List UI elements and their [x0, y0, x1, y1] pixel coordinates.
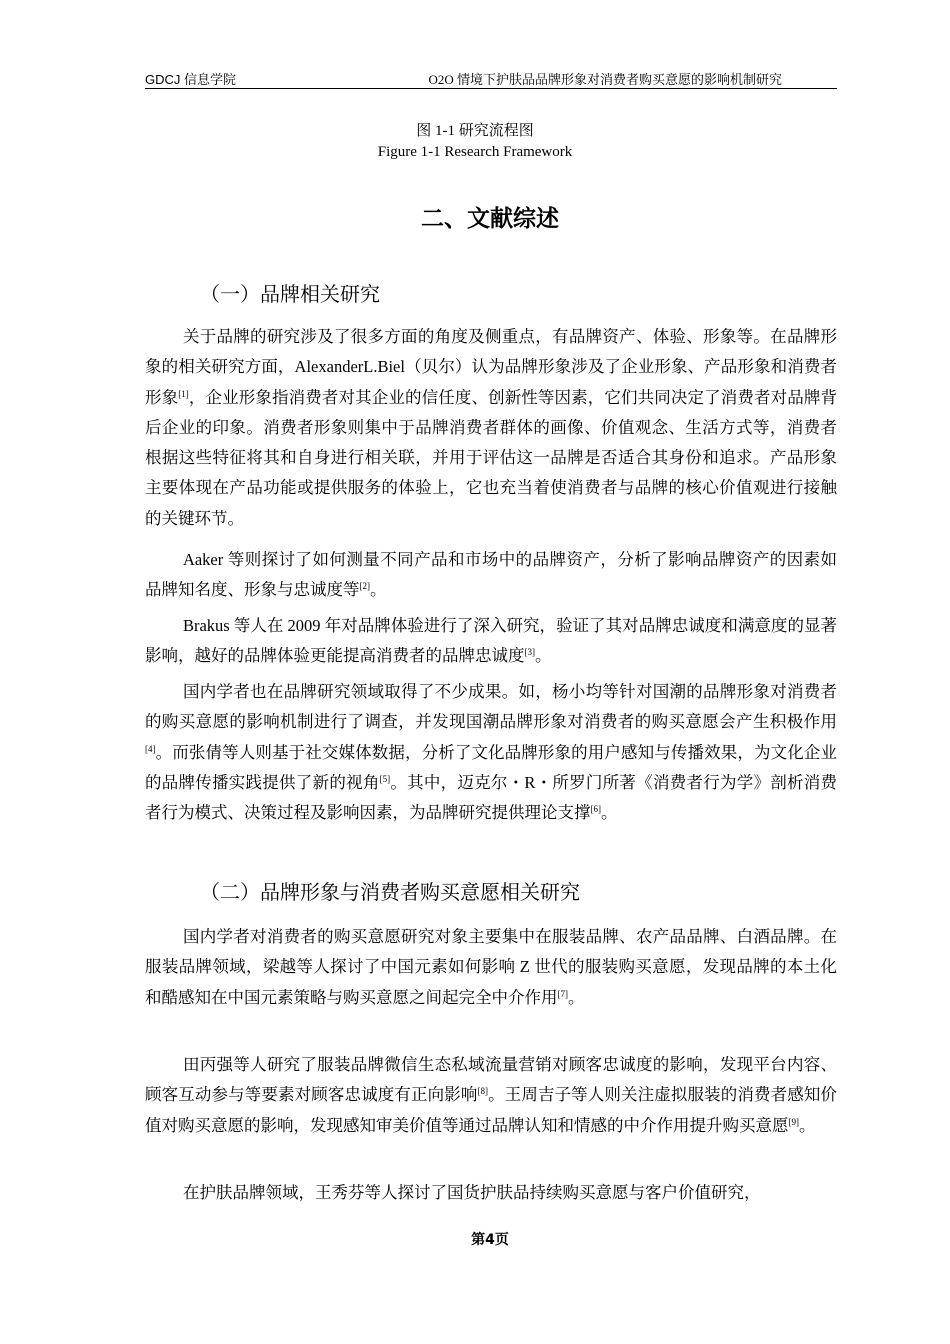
header-thesis-title: O2O 情境下护肤品品牌形象对消费者购买意愿的影响机制研究	[428, 72, 782, 87]
citation: [8]	[477, 1086, 488, 1097]
citation: [3]	[524, 647, 535, 658]
page-number: 第4页	[471, 1232, 509, 1248]
citation: [4]	[145, 743, 156, 754]
paragraph: Brakus 等人在 2009 年对品牌体验进行了深入研究，验证了其对品牌忠诚度和满意度的显著影响，越好的品牌体验更能提高消费者的品牌忠诚度[3]。	[145, 616, 837, 666]
paragraph: 国内学者对消费者的购买意愿研究对象主要集中在服装品牌、农产品品牌、白酒品牌。在服装品牌领域，梁越等人探讨了中国元素如何影响 Z 世代的服装购买意愿，发现品牌的本土化和酷感知在中国元素策略与购买意愿之间起完全中介作用[7]。	[145, 927, 837, 1007]
paragraph: Aaker 等则探讨了如何测量不同产品和市场中的品牌资产，分析了影响品牌资产的因素如品牌知名度、形象与忠诚度等[2]。	[145, 550, 837, 600]
citation: [9]	[788, 1116, 799, 1127]
paragraph: 在护肤品牌领域，王秀芬等人探讨了国货护肤品持续购买意愿与客户价值研究，	[182, 1183, 761, 1202]
subsection-title-2: （二）品牌形象与消费者购买意愿相关研究	[200, 880, 580, 904]
citation: [5]	[379, 773, 391, 784]
paragraph: 田丙强等人研究了服装品牌微信生态私域流量营销对顾客忠诚度的影响，发现平台内容、顾客互动参与等要素对顾客忠诚度有正向影响[8]。王周吉子等人则关注虚拟服装的消费者感知价值对购买意愿的影响，发现感知审美价值等通过品牌认知和情感的中介作用提升购买意愿[9]。	[145, 1055, 838, 1135]
citation: [1]	[178, 388, 189, 399]
figure-caption-cn: 图 1-1 研究流程图	[416, 123, 534, 139]
citation: [6]	[590, 804, 601, 815]
header-institution: GDCJ 信息学院	[145, 72, 237, 87]
paragraph: 国内学者也在品牌研究领域取得了不少成果。如，杨小均等针对国潮的品牌形象对消费者的购买意愿的影响机制进行了调查，并发现国潮品牌形象对消费者的购买意愿会产生积极作用[4]。而张倩等人则基于社交媒体数据，分析了文化品牌形象的用户感知与传播效果，为文化企业的品牌传播实践提供了新的视角[5]。其中，迈克尔・R・所罗门所著《消费者行为学》剖析消费者行为模式、决策过程及影响因素，为品牌研究提供理论支撑[6]。	[145, 682, 838, 823]
citation: [7]	[557, 988, 568, 999]
figure-caption-en: Figure 1-1 Research Framework	[377, 144, 573, 160]
section-title: 二、文献综述	[421, 206, 559, 232]
subsection-title-1: （一）品牌相关研究	[200, 282, 380, 306]
page-header	[145, 66, 837, 89]
citation: [2]	[359, 581, 370, 592]
paragraph: 关于品牌的研究涉及了很多方面的角度及侧重点，有品牌资产、体验、形象等。在品牌形象的相关研究方面，AlexanderL.Biel（贝尔）认为品牌形象涉及了企业形象、产品形象和消费者形象[1]，企业形象指消费者对其企业的信任度、创新性等因素，它们共同决定了消费者对品牌背后企业的印象。消费者形象则集中于品牌消费者群体的画像、价值观念、生活方式等，消费者根据这些特征将其和自身进行相关联，并用于评估这一品牌是否适合其身份和追求。产品形象主要体现在产品功能或提供服务的体验上，它也充当着使消费者与品牌的核心价值观进行接触的关键环节。	[145, 327, 838, 528]
